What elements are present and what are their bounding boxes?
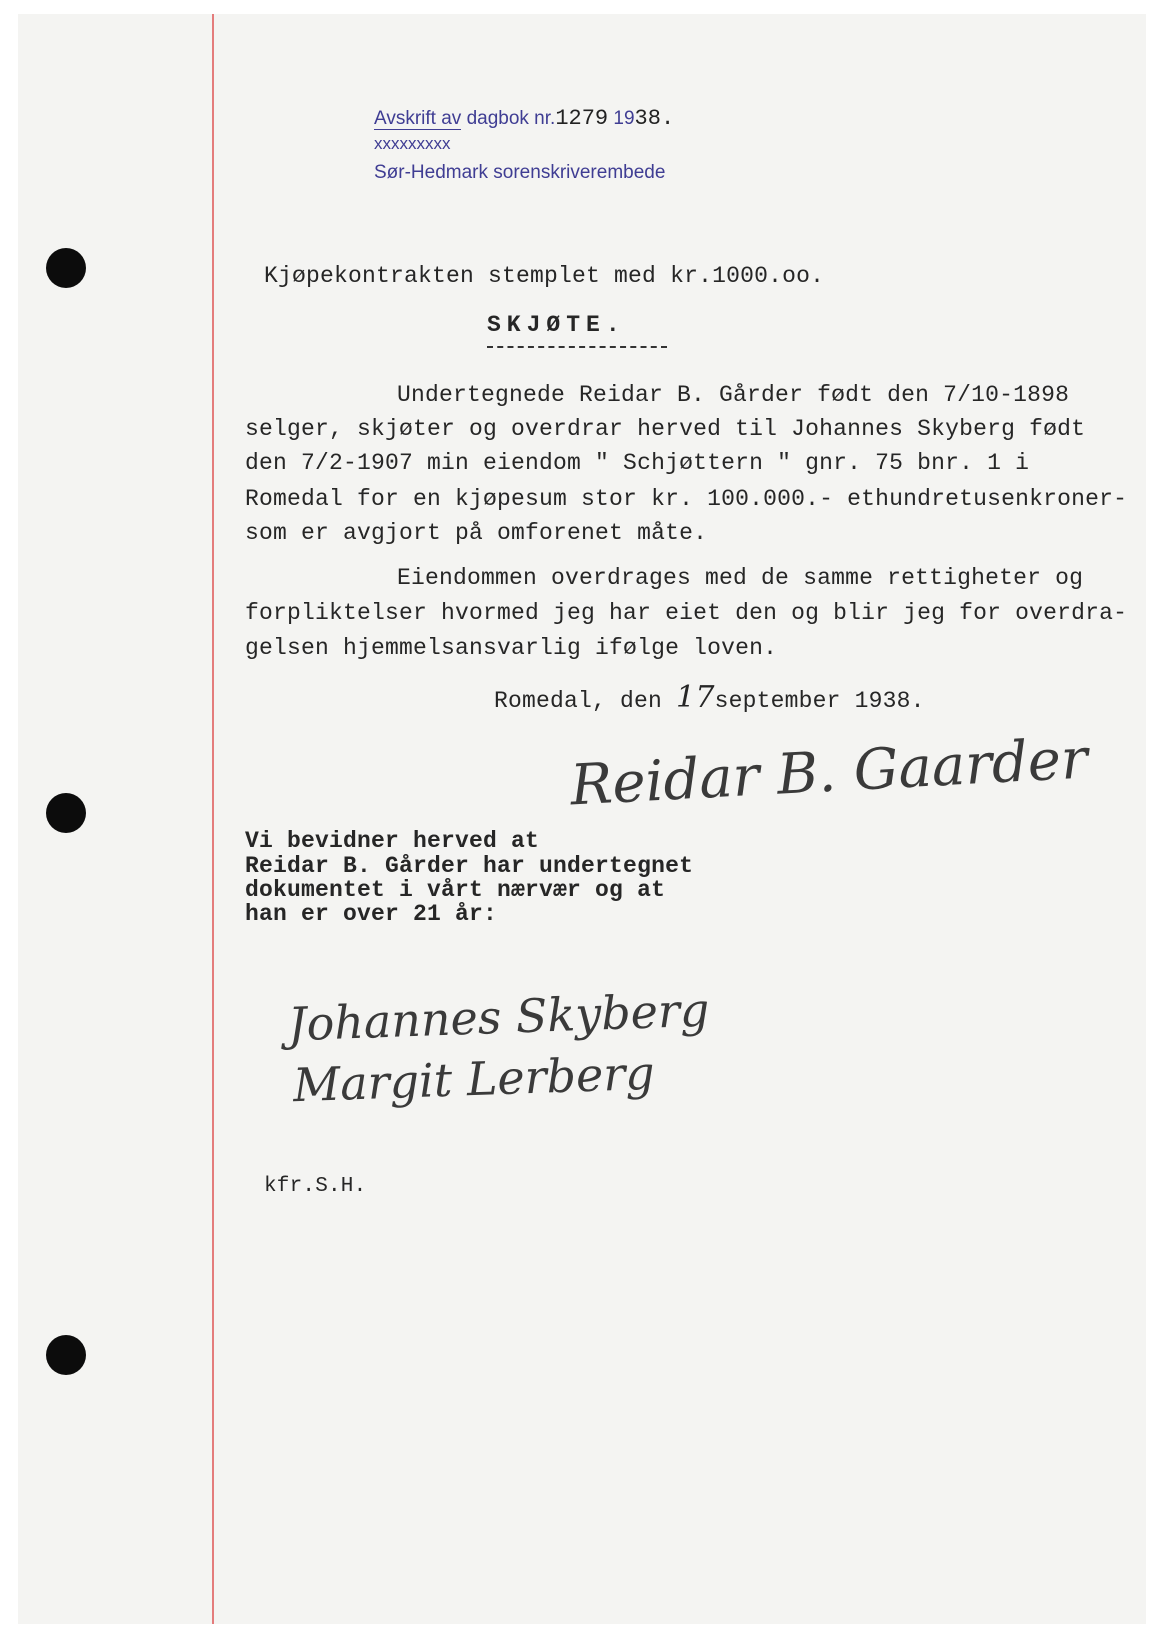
- stamp-note: Kjøpekontrakten stemplet med kr.1000.oo.: [264, 263, 825, 289]
- date-place: Romedal, den: [494, 688, 663, 714]
- footer-note: kfr.S.H.: [264, 1175, 367, 1198]
- stamp-year-suffix: 38.: [634, 106, 675, 131]
- witness-text-line: han er over 21 år:: [245, 901, 498, 927]
- date-day: 17: [676, 680, 715, 715]
- header-stamp-line1: [374, 106, 674, 131]
- paragraph1-line: Romedal for en kjøpesum stor kr. 100.000.- ethundretusenkroner-: [245, 486, 1128, 512]
- stamp-year-prefix: 19: [613, 108, 635, 129]
- paragraph1-line: den 7/2-1907 min eiendom " Schjøttern " gnr. 75 bnr. 1 i: [245, 450, 1030, 476]
- paragraph1-line: selger, skjøter og overdrar herved til Johannes Skyberg født: [245, 416, 1086, 442]
- witness-signature: Johannes Skyberg: [287, 982, 711, 1052]
- margin-line: [212, 14, 214, 1624]
- stamp-struck-text: xxxxxxxxx: [374, 134, 451, 153]
- stamp-dagbok-label: dagbok nr.: [466, 108, 556, 129]
- paragraph2-line: gelsen hjemmelsansvarlig ifølge loven.: [245, 635, 778, 661]
- stamp-dagbok-number: 1279: [555, 106, 609, 131]
- paragraph2-line: Eiendommen overdrages med de samme rettigheter og: [397, 565, 1084, 591]
- document-page: [18, 14, 1146, 1624]
- seller-signature: Reidar B. Gaarder: [568, 726, 1090, 819]
- punch-hole-bottom: [46, 1335, 86, 1375]
- punch-hole-middle: [46, 793, 86, 833]
- stamp-office: Sør-Hedmark sorenskriverembede: [374, 162, 666, 183]
- stamp-prefix: Avskrift av: [374, 108, 462, 129]
- witness-text-line: dokumentet i vårt nærvær og at: [245, 877, 666, 903]
- punch-hole-top: [46, 248, 86, 288]
- document-title: SKJØTE.: [487, 312, 626, 338]
- date-line: [494, 680, 925, 715]
- witness-signature: Margit Lerberg: [292, 1045, 656, 1113]
- witness-text-line: Reidar B. Gårder har undertegnet: [245, 853, 694, 879]
- paragraph2-line: forpliktelser hvormed jeg har eiet den og blir jeg for overdra-: [245, 600, 1128, 626]
- date-rest: september 1938.: [714, 688, 925, 714]
- paragraph1-line: som er avgjort på omforenet måte.: [245, 520, 708, 546]
- paragraph1-line: Undertegnede Reidar B. Gårder født den 7/10-1898: [397, 382, 1070, 408]
- title-underline: [487, 346, 667, 348]
- witness-text-line: Vi bevidner herved at: [245, 828, 540, 854]
